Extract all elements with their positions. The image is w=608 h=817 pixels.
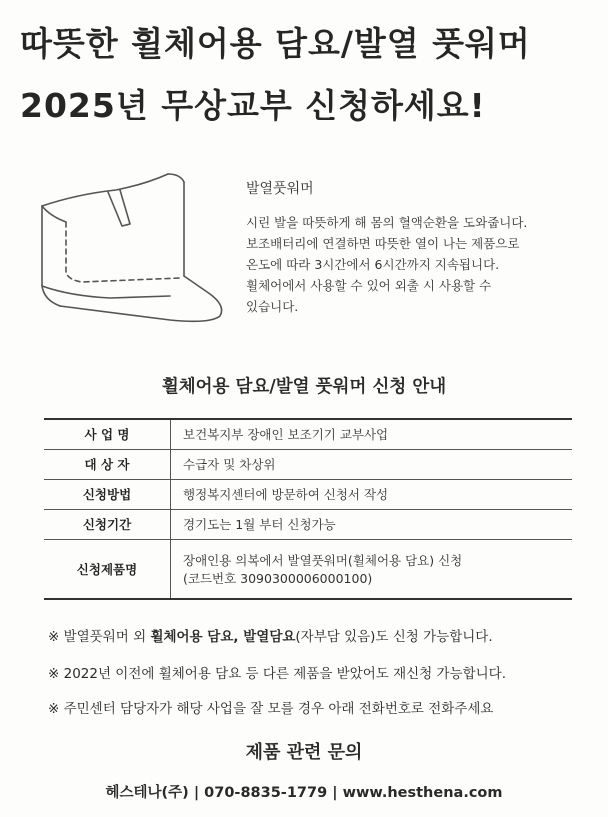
description-line: 있습니다. — [246, 299, 299, 314]
description-line: 시린 발을 따뜻하게 해 몸의 혈액순환을 도와줍니다. — [246, 215, 528, 230]
note-text: (자부담 있음)도 신청 가능합니다. — [295, 629, 493, 645]
note-other-products — [48, 625, 493, 645]
description-line: 온도에 따라 3시간에서 6시간까지 지속됩니다. — [246, 257, 500, 272]
contact-title: 제품 관련 문의 — [245, 742, 363, 763]
contact-info: 헤스테나(주) | 070-8835-1779 | www.hesthena.com — [105, 785, 503, 801]
row-label: 신청방법 — [44, 479, 171, 509]
foot-warmer-illustration — [30, 168, 230, 338]
table-row — [44, 479, 572, 509]
note-separator: , — [233, 629, 244, 645]
row-value-line: (코드번호 3090300006000100) — [183, 570, 373, 586]
description-line: 보조배터리에 연결하면 따뜻한 열이 나는 제품으로 — [246, 236, 520, 251]
row-label: 신청기간 — [44, 509, 171, 539]
row-value-line: 행정복지센터에 방문하여 신청서 작성 — [183, 487, 389, 502]
note-contact: ※ 주민센터 담당자가 해당 사업을 잘 모를 경우 아래 전화번호로 전화주세요 — [48, 701, 494, 717]
table-row — [44, 509, 572, 539]
row-value — [171, 479, 573, 509]
table-row — [44, 419, 572, 449]
row-value-line: 보건복지부 장애인 보조기기 교부사업 — [183, 427, 389, 443]
application-info-table — [44, 418, 572, 600]
table-row — [44, 449, 572, 479]
row-value-line: 수급자 및 차상위 — [183, 457, 276, 472]
row-value — [171, 419, 573, 449]
note-reapply: ※ 2022년 이전에 휠체어용 담요 등 다른 제품을 받았어도 재신청 가능합니다. — [48, 666, 507, 682]
product-description — [246, 212, 596, 317]
note-bold-blanket: 휠체어용 담요 — [150, 629, 234, 645]
row-value — [171, 539, 573, 599]
row-value-line: 장애인용 의복에서 발열풋워머(휠체어용 담요) 신청 — [183, 552, 463, 568]
row-label: 사 업 명 — [44, 419, 171, 449]
headline-line-2: 2025년 무상교부 신청하세요! — [20, 86, 486, 125]
headline-line-1: 따뜻한 휠체어용 담요/발열 풋워머 — [20, 24, 531, 63]
note-bold-heated-blanket: 발열담요 — [243, 629, 296, 645]
description-line: 휠체어에서 사용할 수 있어 외출 시 사용할 수 — [246, 278, 492, 293]
table-row — [44, 539, 572, 599]
row-value — [171, 449, 573, 479]
note-text: ※ 발열풋워머 외 — [48, 629, 151, 645]
product-title: 발열풋워머 — [246, 181, 314, 197]
row-label: 대 상 자 — [44, 449, 171, 479]
row-value — [171, 509, 573, 539]
guide-title: 휠체어용 담요/발열 풋워머 신청 안내 — [161, 377, 447, 397]
row-label: 신청제품명 — [44, 539, 171, 599]
row-value-line: 경기도는 1월 부터 신청가능 — [183, 517, 336, 532]
